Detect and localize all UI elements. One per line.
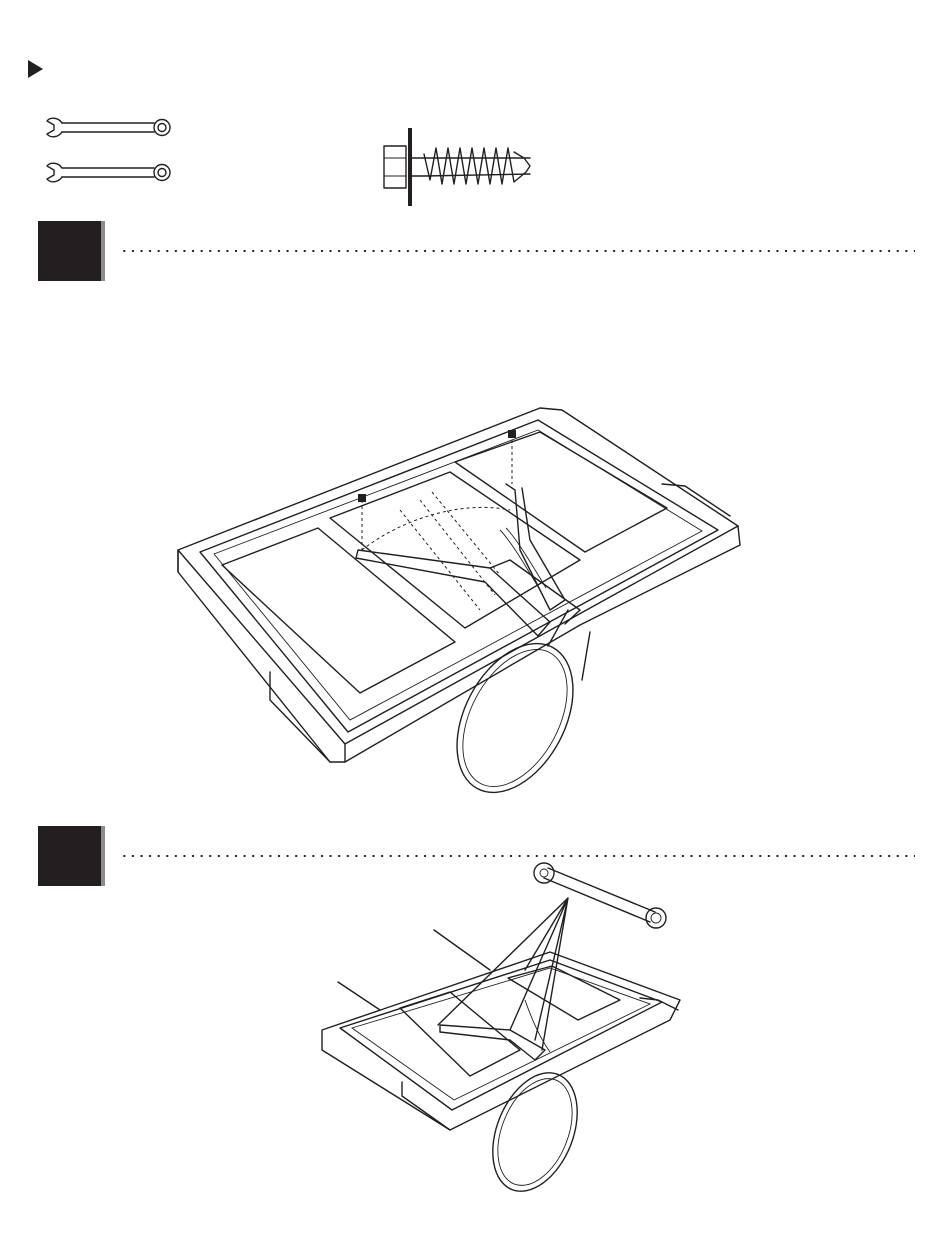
flange-screw-icon <box>384 128 544 208</box>
bracket-to-backboard-illustration <box>170 400 750 820</box>
step-1-divider <box>120 250 915 252</box>
step-2-divider <box>120 855 915 857</box>
tighten-screws-illustration <box>320 860 680 1200</box>
combination-wrench-icon <box>44 115 174 141</box>
combination-wrench-icon <box>44 160 174 186</box>
play-triangle-icon <box>28 60 44 80</box>
step-1-marker <box>38 221 105 281</box>
step-2-marker <box>38 826 105 886</box>
